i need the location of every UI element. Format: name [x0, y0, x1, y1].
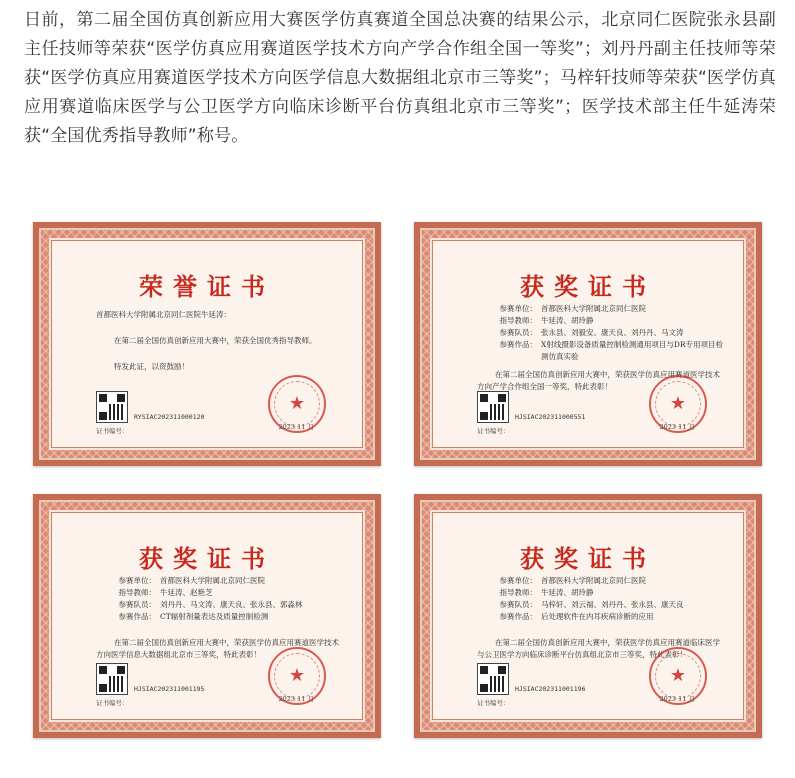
certificate-paper: [51, 512, 363, 720]
date-suffix: 月: [307, 695, 314, 703]
date-month: 11: [297, 695, 306, 703]
field-label: 参赛单位：: [499, 304, 537, 313]
certificate-title: 荣誉证书: [139, 272, 275, 301]
qr-code-icon: [477, 663, 509, 695]
certificate-border: [420, 228, 756, 460]
certificate-award-image[interactable]: [414, 494, 762, 738]
date-month: 11: [678, 423, 687, 431]
certificate-serial: HJSIAC202311001195: [134, 685, 205, 693]
field-value: 后处理软件在内耳疾病诊断的应用: [541, 612, 654, 621]
article-paragraph: 日前，第二届全国仿真创新应用大赛医学仿真赛道全国总决赛的结果公示，北京同仁医院张永县副主任技师等荣获“医学仿真应用赛道医学技术方向产学合作组全国一等奖”；刘丹丹副主任技师等荣获“医学仿真应用赛道医学技术方向医学信息大数据组北京市三等奖”；马梓轩技师等荣获“医学仿真应用赛道临床医学与公卫医学方向临床诊断平台仿真组北京市三等奖”；医学技术部主任牛延涛荣获“全国优秀指导教师”称号。: [24, 10, 776, 146]
field-label: 参赛作品：: [499, 340, 537, 349]
field-label: 指导教师：: [118, 588, 156, 597]
certificate-text: 在第二届全国仿真创新应用大赛中，荣获医学仿真应用赛道医学技术方向医学信息大数据组北京市三等奖，特此表彰！: [96, 638, 339, 659]
certificate-paper: [432, 240, 744, 448]
certificate-field: [96, 611, 342, 623]
certificate-field: [96, 599, 342, 611]
certificate-date: [279, 694, 314, 703]
certificate-serial: HJSIAC202311001196: [515, 685, 586, 693]
certificate-award-image[interactable]: [414, 222, 762, 466]
certificate-title: 获奖证书: [520, 272, 656, 301]
date-year: 2023: [278, 423, 296, 431]
date-year: 2023: [278, 695, 296, 703]
certificate-closing: 特发此证，以资鼓励！: [114, 362, 189, 371]
field-value: 刘丹丹、马文涛、康天良、张永县、郭淼林: [160, 600, 303, 609]
certificate-field: [477, 303, 723, 315]
field-value: 马梓轩、刘云福、刘丹丹、张永县、康天良: [541, 600, 684, 609]
field-label: 参赛队员：: [499, 328, 537, 337]
field-label: 参赛队员：: [118, 600, 156, 609]
certificate-field: [477, 587, 723, 599]
field-value: 张永县、刘毅安、康天良、刘丹丹、马文涛: [541, 328, 684, 337]
date-suffix: 月: [307, 423, 314, 431]
certificate-field: [477, 575, 723, 587]
red-seal-icon: ★: [649, 647, 707, 705]
certificate-field: [96, 575, 342, 587]
date-month: 11: [297, 423, 306, 431]
certificate-text: 在第二届全国仿真创新应用大赛中，荣获医学仿真应用赛道医学技术方向产学合作组全国一等奖，特此表彰！: [477, 370, 720, 391]
certificate-title: 获奖证书: [139, 544, 275, 573]
certificate-border: [39, 228, 375, 460]
certificate-serial-label: 证书编号：: [96, 427, 129, 435]
field-value: 首都医科大学附属北京同仁医院: [541, 576, 646, 585]
field-value: CT辐射剂量表达及质量控制检测: [160, 612, 269, 621]
certificate-date: [279, 422, 314, 431]
certificate-date: [660, 422, 695, 431]
certificate-field: [477, 339, 723, 363]
red-seal-icon: ★: [268, 647, 326, 705]
field-value: 首都医科大学附属北京同仁医院: [160, 576, 265, 585]
certificate-serial-label: 证书编号：: [477, 427, 510, 435]
certificate-date: [660, 694, 695, 703]
date-suffix: 月: [688, 423, 695, 431]
certificate-title: 获奖证书: [520, 544, 656, 573]
certificate-field: [477, 315, 723, 327]
certificate-serial: HJSIAC202311000551: [515, 413, 586, 421]
certificate-border: [39, 500, 375, 732]
qr-code-icon: [477, 391, 509, 423]
certificate-serial: RYSIAC202311000120: [134, 413, 205, 421]
field-value: 牛延涛、胡玲静: [541, 588, 594, 597]
field-label: 参赛作品：: [499, 612, 537, 621]
certificate-serial-label: 证书编号：: [477, 699, 510, 707]
field-label: 参赛单位：: [499, 576, 537, 585]
certificate-field: [477, 611, 723, 623]
certificate-field: [477, 599, 723, 611]
certificate-paper: [51, 240, 363, 448]
field-label: 指导教师：: [499, 588, 537, 597]
certificate-award-image[interactable]: [33, 494, 381, 738]
certificate-body: [96, 309, 342, 373]
field-value: 首都医科大学附属北京同仁医院: [541, 304, 646, 313]
certificate-text: 在第二届全国仿真创新应用大赛中，荣获全国优秀指导教师。: [114, 336, 317, 345]
certificate-text: 在第二届全国仿真创新应用大赛中，荣获医学仿真应用赛道临床医学与公卫医学方向临床诊断平台仿真组北京市三等奖，特此表彰！: [477, 638, 720, 659]
certificate-field: [477, 327, 723, 339]
certificate-honor-image[interactable]: [33, 222, 381, 466]
certificate-paper: [432, 512, 744, 720]
date-month: 11: [678, 695, 687, 703]
red-seal-icon: ★: [649, 375, 707, 433]
qr-code-icon: [96, 663, 128, 695]
qr-code-icon: [96, 391, 128, 423]
certificate-border: [420, 500, 756, 732]
date-suffix: 月: [688, 695, 695, 703]
field-value: 牛延涛、赵艳芝: [160, 588, 213, 597]
certificate-serial-label: 证书编号：: [96, 699, 129, 707]
field-label: 参赛作品：: [118, 612, 156, 621]
field-label: 指导教师：: [499, 316, 537, 325]
certificate-field: [96, 587, 342, 599]
date-year: 2023: [659, 695, 677, 703]
field-label: 参赛单位：: [118, 576, 156, 585]
field-value: X射线摄影设备质量控制检测通用项目与DR专用项目检测仿真实验: [541, 340, 723, 361]
red-seal-icon: ★: [268, 375, 326, 433]
certificate-recipient: 首都医科大学附属北京同仁医院牛延涛：: [96, 310, 231, 319]
field-label: 参赛队员：: [499, 600, 537, 609]
date-year: 2023: [659, 423, 677, 431]
field-value: 牛延涛、胡玲静: [541, 316, 594, 325]
